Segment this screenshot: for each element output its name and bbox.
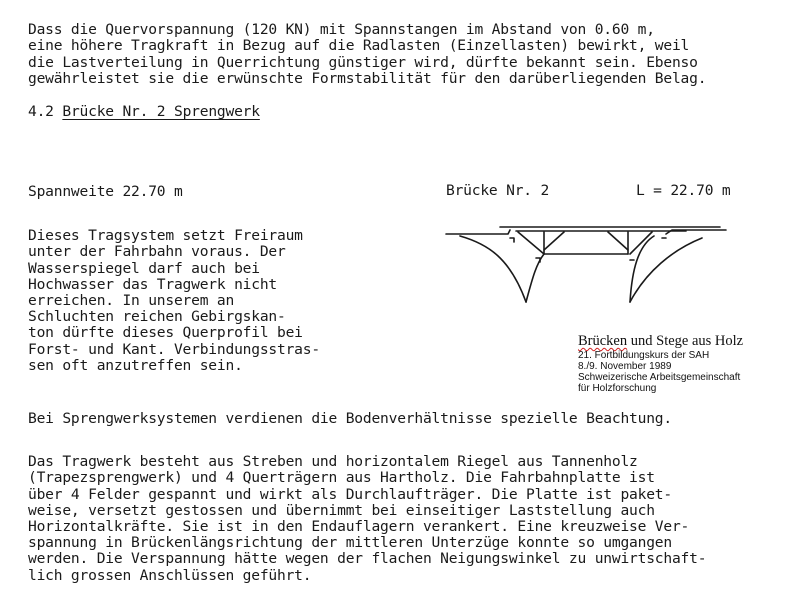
- section-title: Brücke Nr. 2 Sprengwerk: [62, 103, 260, 120]
- text-line: lich grossen Anschlüssen geführt.: [28, 566, 312, 584]
- text-line: weise, versetzt gestossen und übernimmt bei einseitiger Laststellung auch: [28, 501, 655, 519]
- caption-line: für Holzforschung: [578, 383, 657, 394]
- text-line: gewährleistet sie die erwünschte Formstabilität für den darüberliegenden Belag.: [28, 69, 707, 87]
- ground-right: [666, 230, 726, 234]
- text-line: Hochwasser das Tragwerk nicht: [28, 275, 277, 293]
- text-line: unter der Fahrbahn voraus. Der: [28, 243, 286, 261]
- caption-line: 8./9. November 1989: [578, 361, 672, 372]
- text-line: erreichen. In unserem an: [28, 292, 235, 310]
- caption-line: 21. Fortbildungskurs der SAH: [578, 350, 710, 361]
- section-number: 4.2: [28, 103, 54, 120]
- caption-title-rest: und Stege aus Holz: [627, 333, 744, 349]
- text-line: Forst- und Kant. Verbindungsstras-: [28, 340, 320, 358]
- main-paragraph: [28, 438, 706, 600]
- text-line: Dass die Quervorspannung (120 KN) mit Spannstangen im Abstand von 0.60 m,: [28, 21, 655, 39]
- ground-left: [446, 230, 510, 234]
- brace-1: [544, 232, 564, 250]
- slope-left-inner: [526, 254, 544, 302]
- span-label: Spannweite 22.70 m: [28, 183, 183, 200]
- intro-paragraph: [28, 6, 706, 103]
- caption-title: [578, 332, 743, 350]
- text-line: Das Tragwerk besteht aus Streben und horizontalem Riegel aus Tannenholz: [28, 453, 638, 471]
- text-line: über 4 Felder gespannt und wirkt als Durchlaufträger. Die Platte ist paket-: [28, 485, 672, 503]
- slope-right-outer: [630, 238, 702, 302]
- figure-length: L = 22.70 m: [636, 182, 731, 199]
- text-line: Wasserspiegel darf auch bei: [28, 259, 260, 277]
- anchor-mark-1: [510, 238, 514, 242]
- text-line: Horizontalkräfte. Sie ist in den Endauflagern verankert. Eine kreuzweise Ver-: [28, 518, 690, 536]
- figure-title: Brücke Nr. 2: [446, 182, 550, 199]
- text-line: spannung in Brückenlängsrichtung der mittleren Unterzüge konnte so umgangen: [28, 534, 672, 552]
- text-line: werden. Die Verspannung hätte wegen der flachen Neigungswinkel zu unwirtschaft-: [28, 550, 707, 568]
- text-line: die Lastverteilung in Querrichtung günstiger wird, dürfte bekannt sein. Ebenso: [28, 53, 698, 71]
- brace-2: [608, 232, 628, 250]
- caption-line: Schweizerische Arbeitsgemeinschaft: [578, 372, 741, 383]
- slope-left: [460, 236, 526, 302]
- text-line: sen oft anzutreffen sein.: [28, 356, 243, 374]
- strut-left: [518, 232, 544, 254]
- text-line: (Trapezsprengwerk) und 4 Querträgern aus Hartholz. Die Fahrbahnplatte ist: [28, 469, 655, 487]
- text-line: eine höhere Tragkraft in Bezug auf die Radlasten (Einzellasten) bewirkt, weil: [28, 37, 690, 55]
- bridge-cross-section-drawing: [440, 210, 740, 320]
- caption-title-word: Brücken: [578, 333, 628, 349]
- left-paragraph: [28, 212, 320, 390]
- slope-right: [630, 236, 654, 302]
- text-line: Schluchten reichen Gebirgskan-: [28, 308, 286, 326]
- anchor-mark-2: [536, 258, 540, 262]
- text-line: Dieses Tragsystem setzt Freiraum: [28, 227, 303, 245]
- section-heading: [28, 104, 260, 120]
- text-line: ton dürfte dieses Querprofil bei: [28, 324, 303, 342]
- publication-caption: [578, 332, 743, 394]
- foundation-note: Bei Sprengwerksystemen verdienen die Bodenverhältnisse spezielle Beachtung.: [28, 410, 672, 427]
